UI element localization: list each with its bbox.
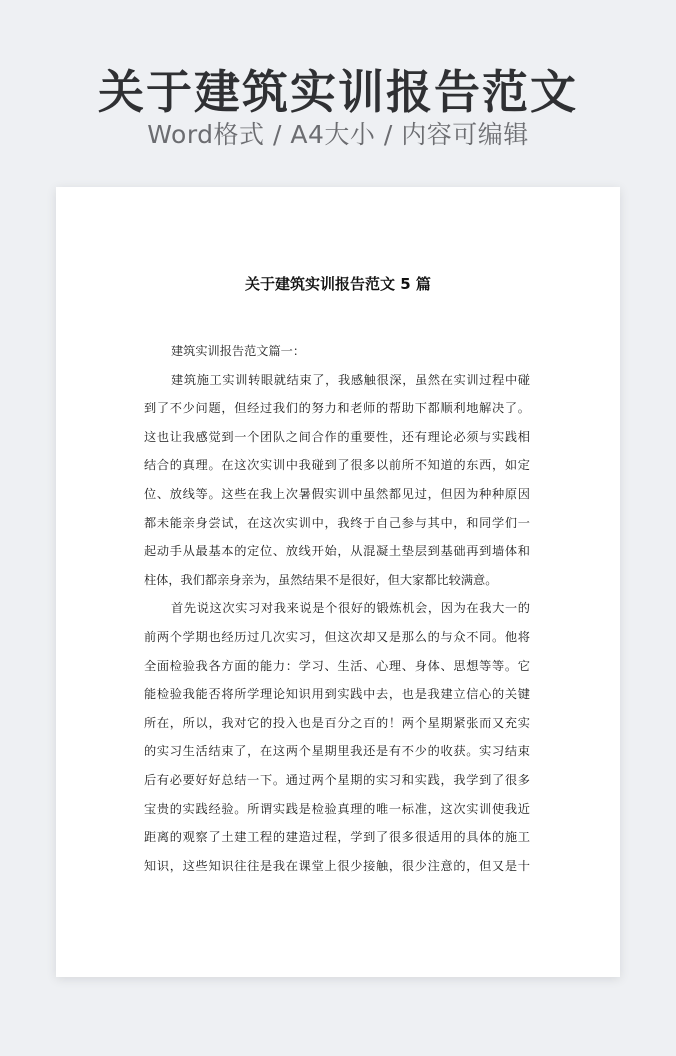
document-line: 都未能亲身尝试，在这次实训中，我终于自己参与其中，和同学们一: [144, 515, 530, 530]
document-line: 距离的观察了土建工程的建造过程，学到了很多很适用的具体的施工: [144, 830, 530, 845]
document-body: [144, 337, 530, 880]
document-line: 位、放线等。这些在我上次暑假实训中虽然都见过，但因为种种原因: [144, 486, 530, 501]
document-line: 结合的真理。在这次实训中我碰到了很多以前所不知道的东西，如定: [144, 458, 530, 473]
document-line: 知识，这些知识往往是我在课堂上很少接触，很少注意的，但又是十: [144, 858, 530, 873]
document-line: 起动手从最基本的定位、放线开始，从混凝土垫层到基础再到墙体和: [144, 544, 530, 559]
document-line: 的实习生活结束了，在这两个星期里我还是有不少的收获。实习结束: [144, 744, 530, 759]
document-line: 首先说这次实习对我来说是个很好的锻炼机会，因为在我大一的: [171, 601, 530, 616]
document-line: 建筑施工实训转眼就结束了，我感触很深，虽然在实训过程中碰: [171, 372, 530, 387]
document-line: 建筑实训报告范文篇一：: [171, 344, 306, 358]
document-page: [56, 187, 620, 977]
document-line: 所在，所以，我对它的投入也是百分之百的！两个星期紧张而又充实: [144, 715, 530, 730]
document-line: 全面检验我各方面的能力：学习、生活、心理、身体、思想等等。它: [144, 658, 530, 673]
document-line: 前两个学期也经历过几次实习，但这次却又是那么的与众不同。他将: [144, 629, 530, 644]
banner-subtitle: Word格式 / A4大小 / 内容可编辑: [147, 120, 529, 149]
document-line: 能检验我能否将所学理论知识用到实践中去，也是我建立信心的关键: [144, 687, 530, 702]
document-line: 宝贵的实践经验。所谓实践是检验真理的唯一标准，这次实训使我近: [144, 801, 530, 816]
document-line: 柱体，我们都亲身亲为，虽然结果不是很好，但大家都比较满意。: [144, 572, 498, 587]
document-line: 这也让我感觉到一个团队之间合作的重要性，还有理论必须与实践相: [144, 429, 530, 444]
document-title: 关于建筑实训报告范文 5 篇: [245, 275, 431, 293]
banner-title: 关于建筑实训报告范文: [98, 65, 578, 119]
document-line: 到了不少问题，但经过我们的努力和老师的帮助下都顺利地解决了。: [144, 401, 530, 416]
document-line: 后有必要好好总结一下。通过两个星期的实习和实践，我学到了很多: [144, 772, 530, 787]
